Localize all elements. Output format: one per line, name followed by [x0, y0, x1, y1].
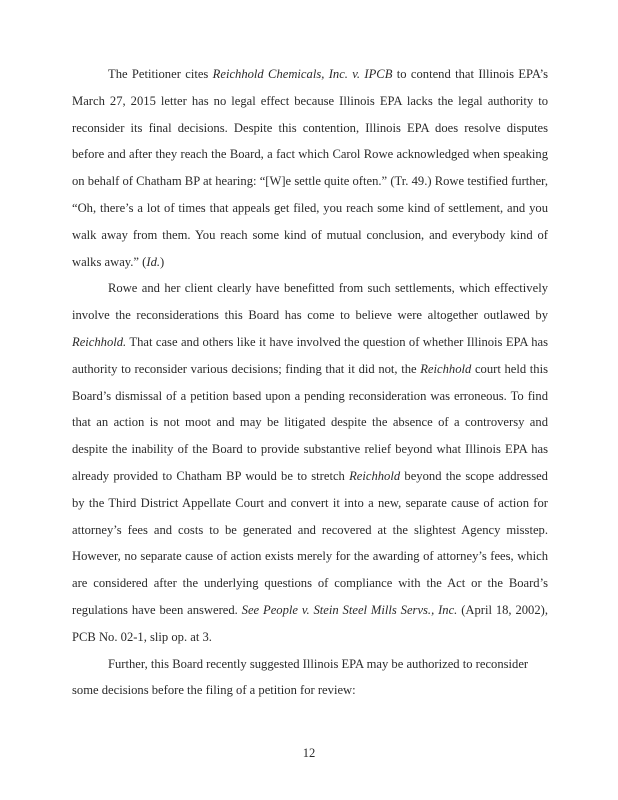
text-run: The Petitioner cites — [108, 67, 213, 81]
text-run: That case and others like it have involved the question of whether Illinois EPA has authority to reconsider various decisions; finding that it did not, the — [72, 334, 548, 376]
paragraph-further — [72, 651, 548, 705]
id-citation: Id. — [146, 254, 161, 269]
text-run: to contend that Illinois EPA’s March 27, 2015 letter has no legal effect because Illinois EPA lacks the legal authority to reconsider its final decisions. Despite this contention, Illinois EPA does resolve disputes before and after they reach the Board, a fact which Carol Rowe acknowledged when speaking on behalf of Chatham BP at hearing: “[W]e settle quite often.” (Tr. 49.) Rowe testified further, “Oh, there’s a lot of times that appeals get filed, you reach some kind of settlement, and you walk away from them. You reach some kind of mutual conclusion, and everybody kind of walks away.” ( — [72, 67, 548, 269]
case-citation: Reichhold — [420, 361, 472, 376]
paragraph-reichhold-citation — [72, 61, 548, 275]
page-body — [72, 61, 548, 704]
case-citation: Reichhold. — [72, 334, 127, 349]
text-run: Further, this Board recently suggested Illinois EPA may be authorized to reconsider some decisions before the filing of a petition for review: — [72, 656, 529, 698]
case-citation: Reichhold Chemicals, Inc. v. IPCB — [212, 67, 393, 81]
text-run: (April 18, 2002), PCB No. 02-1, slip op. at 3. — [72, 602, 548, 644]
paragraph-settlements — [72, 275, 548, 650]
page-number: 12 — [302, 746, 316, 760]
text-run: beyond the scope addressed by the Third District Appellate Court and convert it into a new, separate cause of action for attorney’s fees and costs to be generated and recovered at the slightest Agency misstep. However, no separate cause of action exists merely for the awarding of attorney’s fees, which are considered after the underlying questions of compliance with the Act or the Board’s regulations have been answered. — [72, 468, 548, 617]
case-citation: Reichhold — [349, 468, 401, 483]
text-run: court held this Board’s dismissal of a petition based upon a pending reconsideration was erroneous. To find that an action is not moot and may be litigated despite the absence of a controversy and despite the inability of the Board to provide substantive relief beyond what Illinois EPA has already provided to Chatham BP would be to stretch — [72, 361, 548, 483]
text-run: Rowe and her client clearly have benefitted from such settlements, which effectively involve the reconsiderations this Board has come to believe were altogether outlawed by — [72, 281, 548, 323]
text-run: ) — [160, 254, 165, 269]
case-citation: See People v. Stein Steel Mills Servs., Inc. — [241, 602, 458, 617]
